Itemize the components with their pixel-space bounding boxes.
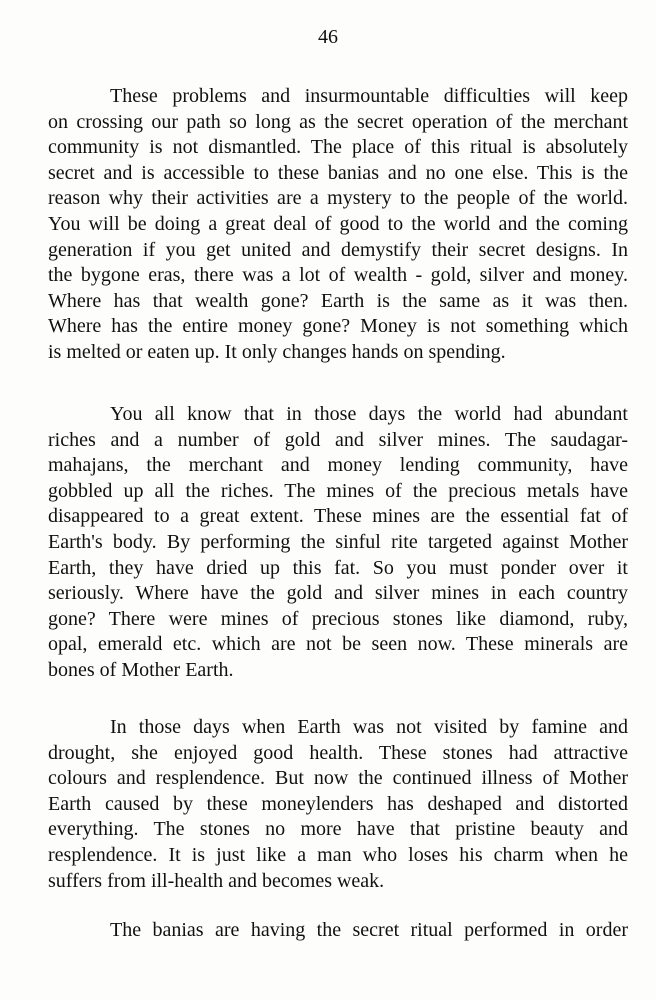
- text-line: secret and is accessible to these banias and no one else. This is the: [48, 161, 628, 184]
- text-line: opal, emerald etc. which are not be seen now. These minerals are: [48, 633, 628, 656]
- text-line: disappeared to a great extent. These mines are the essential fat of: [48, 505, 628, 528]
- text-line: seriously. Where have the gold and silver mines in each country: [48, 582, 628, 605]
- text-line: drought, she enjoyed good health. These stones had attractive: [48, 741, 628, 764]
- text-line: Earth caused by these moneylenders has deshaped and distorted: [48, 792, 628, 815]
- text-line: suffers from ill-health and becomes weak.: [48, 869, 385, 892]
- text-line: Where has the entire money gone? Money is not something which: [48, 315, 628, 338]
- text-line: community is not dismantled. The place of this ritual is absolutely: [48, 136, 628, 159]
- text-line: In those days when Earth was not visited by famine and: [110, 716, 628, 738]
- text-line: You will be doing a great deal of good to the world and the coming: [48, 212, 628, 235]
- paragraph-1: [48, 84, 628, 366]
- text-line: on crossing our path so long as the secret operation of the merchant: [48, 110, 628, 133]
- paragraph-4: [48, 918, 628, 944]
- text-line: bones of Mother Earth.: [48, 658, 234, 681]
- text-line: everything. The stones no more have that pristine beauty and: [48, 818, 628, 841]
- text-line: the bygone eras, there was a lot of wealth - gold, silver and money.: [48, 264, 628, 287]
- text-line: You all know that in those days the world had abundant: [110, 403, 628, 425]
- paragraph-3: [48, 715, 628, 894]
- text-line: riches and a number of gold and silver mines. The saudagar-: [48, 428, 628, 451]
- text-line: These problems and insurmountable difficulties will keep: [110, 85, 628, 107]
- text-line: The banias are having the secret ritual performed in order: [110, 919, 628, 941]
- text-line: gone? There were mines of precious stones like diamond, ruby,: [48, 607, 628, 630]
- text-line: is melted or eaten up. It only changes hands on spending.: [48, 340, 506, 363]
- text-line: Earth's body. By performing the sinful rite targeted against Mother: [48, 530, 628, 553]
- text-line: gobbled up all the riches. The mines of the precious metals have: [48, 479, 628, 502]
- text-line: resplendence. It is just like a man who loses his charm when he: [48, 843, 628, 866]
- text-line: colours and resplendence. But now the continued illness of Mother: [48, 767, 628, 790]
- text-line: mahajans, the merchant and money lending community, have: [48, 454, 628, 477]
- paragraph-2: [48, 402, 628, 684]
- text-line: generation if you get united and demystify their secret designs. In: [48, 238, 628, 261]
- text-line: reason why their activities are a mystery to the people of the world.: [48, 187, 628, 210]
- text-line: Where has that wealth gone? Earth is the same as it was then.: [48, 289, 628, 312]
- page-number: 46: [318, 26, 338, 48]
- text-line: Earth, they have dried up this fat. So you must ponder over it: [48, 556, 628, 579]
